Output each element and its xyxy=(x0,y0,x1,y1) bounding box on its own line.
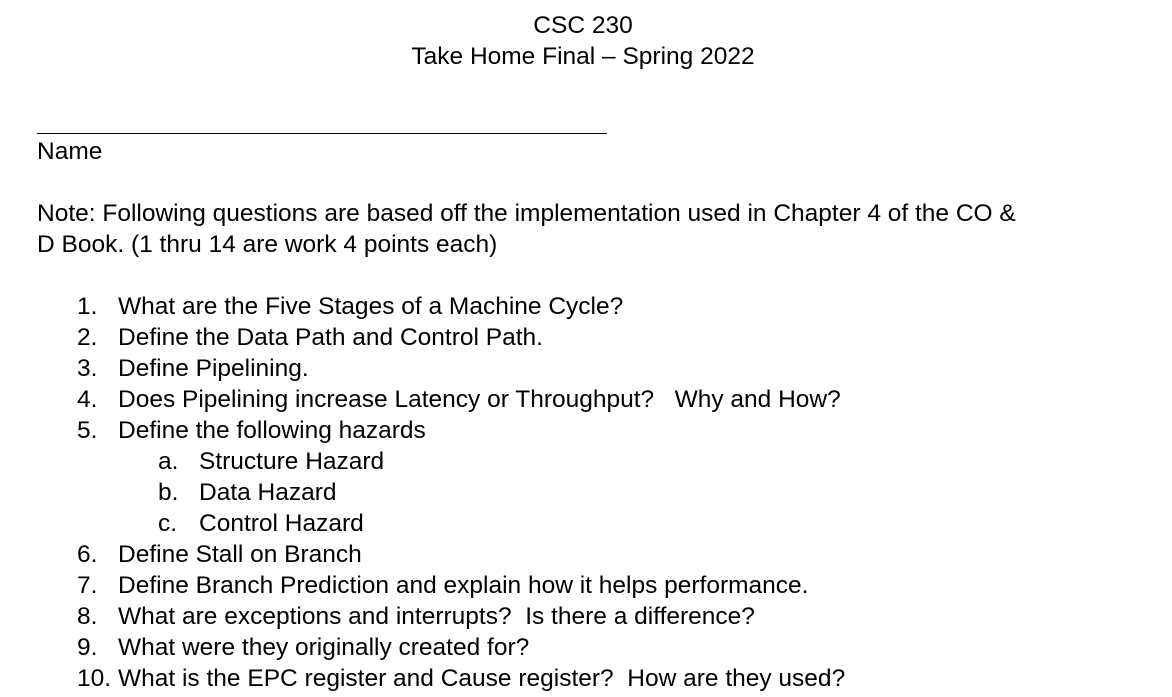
note-line-2: D Book. (1 thru 14 are work 4 points each) xyxy=(37,231,498,258)
name-blank-line xyxy=(37,133,607,134)
subquestion-text: Control Hazard xyxy=(199,510,364,537)
subquestion-letter: b. xyxy=(158,479,179,506)
question-text: Define the following hazards xyxy=(118,417,426,444)
question-text: Define Branch Prediction and explain how it helps performance. xyxy=(118,572,809,599)
question-number: 9. xyxy=(77,634,98,661)
question-number: 6. xyxy=(77,541,98,568)
question-number: 8. xyxy=(77,603,98,630)
note-line-1: Note: Following questions are based off the implementation used in Chapter 4 of the CO & xyxy=(37,200,1016,227)
name-label: Name xyxy=(37,138,103,165)
subquestion-text: Structure Hazard xyxy=(199,448,385,475)
course-title: CSC 230 xyxy=(533,12,633,39)
subquestion-letter: c. xyxy=(158,510,178,537)
subquestion-text: Data Hazard xyxy=(199,479,337,506)
question-number: 1. xyxy=(77,293,98,320)
subquestion-letter: a. xyxy=(158,448,179,475)
question-number: 2. xyxy=(77,324,98,351)
question-number: 3. xyxy=(77,355,98,382)
question-text: What were they originally created for? xyxy=(118,634,530,661)
note-paragraph xyxy=(37,198,1137,260)
question-number: 4. xyxy=(77,386,98,413)
question-text: Does Pipelining increase Latency or Throughput? Why and How? xyxy=(118,386,841,413)
question-text: Define Stall on Branch xyxy=(118,541,362,568)
question-number: 7. xyxy=(77,572,98,599)
question-text: What are exceptions and interrupts? Is there a difference? xyxy=(118,603,755,630)
question-number: 5. xyxy=(77,417,98,444)
question-text: Define the Data Path and Control Path. xyxy=(118,324,543,351)
exam-title: Take Home Final – Spring 2022 xyxy=(411,43,755,70)
question-text: What is the EPC register and Cause register? How are they used? xyxy=(118,665,846,692)
question-text: What are the Five Stages of a Machine Cycle? xyxy=(118,293,624,320)
question-text: Define Pipelining. xyxy=(118,355,309,382)
question-number: 10. xyxy=(77,665,112,692)
